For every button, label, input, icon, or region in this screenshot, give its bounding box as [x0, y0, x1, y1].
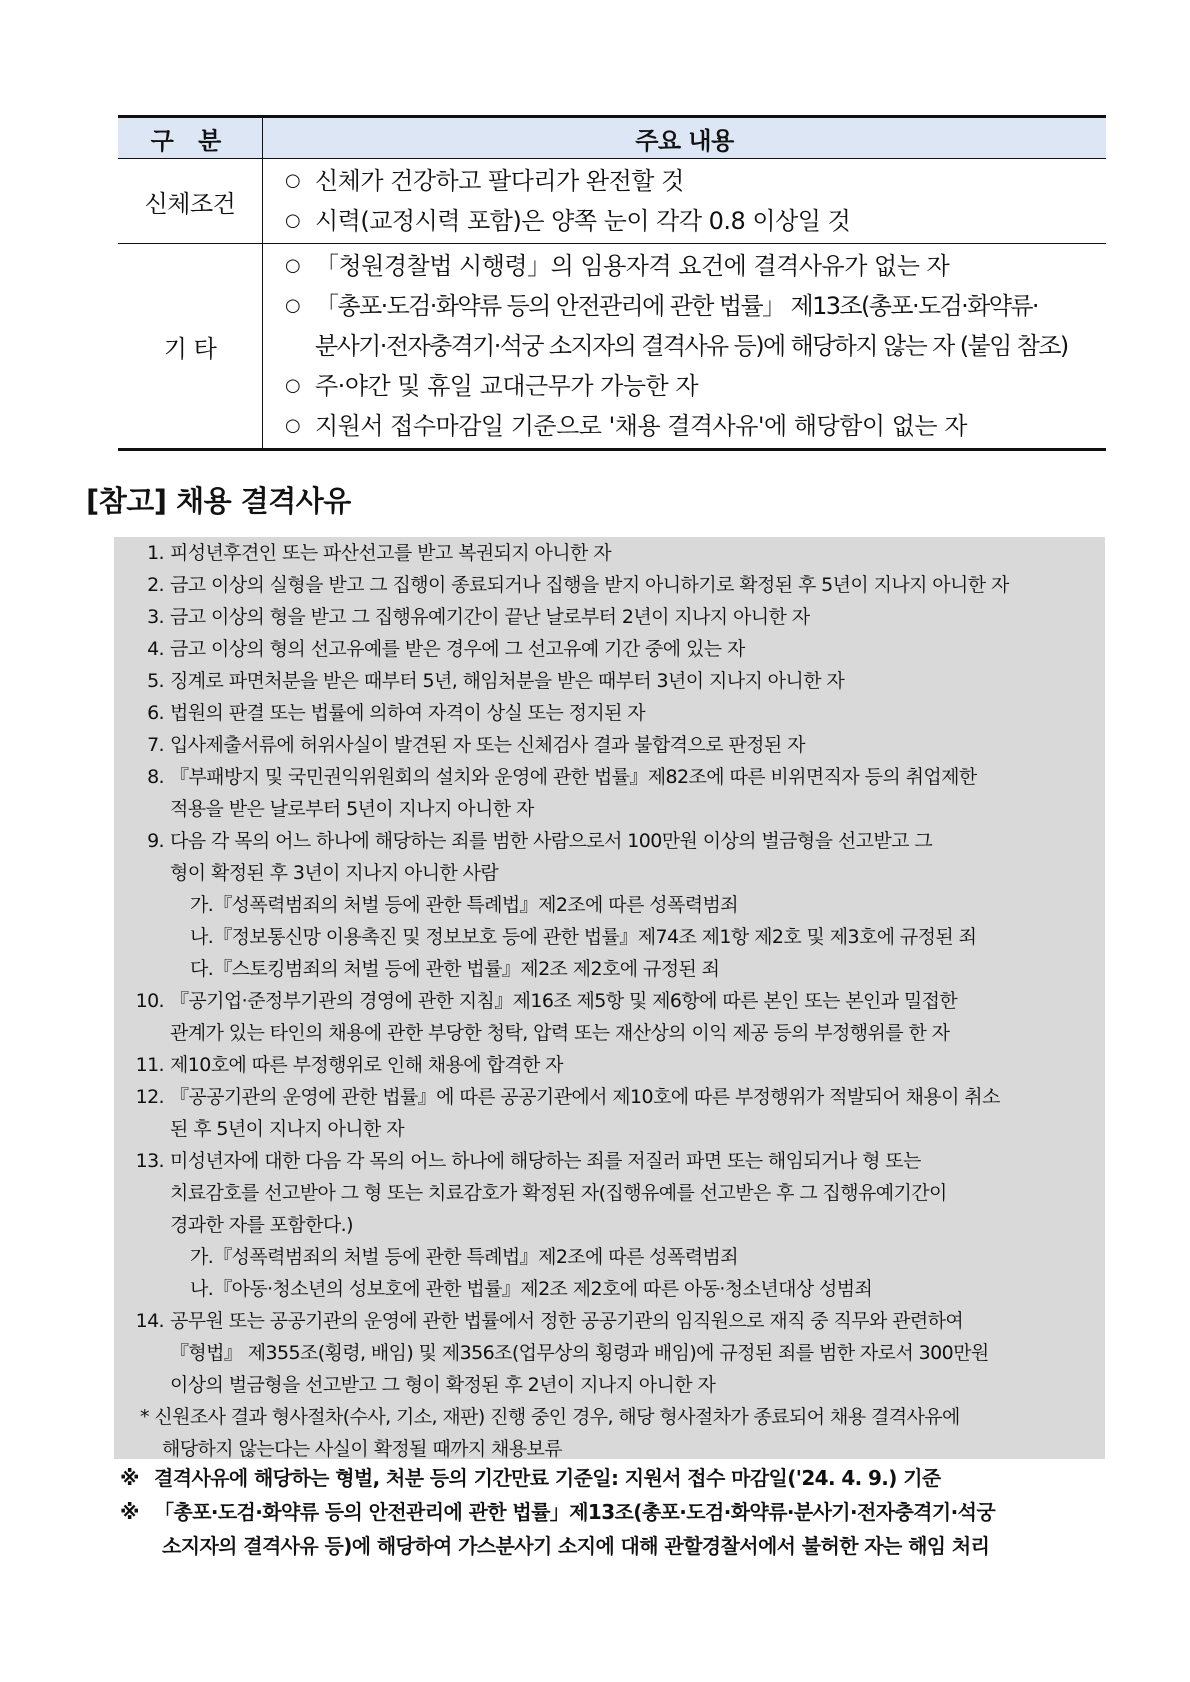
item-number: 2. — [147, 574, 164, 596]
row-items — [263, 244, 1107, 450]
list-item-continued: 형이 확정된 후 3년이 지나지 아니한 사람 — [170, 862, 499, 884]
list-item-continued: 경과한 자를 포함한다.) — [170, 1214, 353, 1236]
list-sub-item: 가.『성폭력범죄의 처벌 등에 관한 특례법』제2조에 따른 성폭력범죄 — [190, 894, 738, 916]
row-category: 신체조건 — [118, 159, 263, 244]
item-number: 4. — [147, 638, 164, 660]
list-item-continued: 치료감호를 선고받아 그 형 또는 치료감호가 확정된 자(집행유예를 선고받은 후 그 집행유예기간이 — [170, 1182, 947, 1204]
header-content: 주요 내용 — [263, 117, 1107, 159]
bullet-icon: ○ — [285, 170, 301, 191]
list-item: 10. 『공기업·준정부기관의 경영에 관한 지침』제16조 제5항 및 제6항에 따른 본인 또는 본인과 밀접한 — [128, 985, 1093, 1017]
list-item-continued: 적용을 받은 날로부터 5년이 지나지 아니한 자 — [170, 798, 534, 820]
list-item: ○ 「총포·도검·화약류 등의 안전관리에 관한 법률」 제13조(총포·도검·화약류· — [285, 286, 1106, 326]
list-item: 6. 법원의 판결 또는 법률에 의하여 자격이 상실 또는 정지된 자 — [128, 697, 1093, 729]
list-item: 9. 다음 각 목의 어느 하나에 해당하는 죄를 범한 사람으로서 100만원 이상의 벌금형을 선고받고 그 — [128, 825, 1093, 857]
list-item-continued: 분사기·전자충격기·석궁 소지자의 결격사유 등)에 해당하지 않는 자 (붙임 참조) — [315, 332, 1068, 360]
item-number: 13. — [135, 1150, 164, 1172]
footnote-line: * 신원조사 결과 형사절차(수사, 기소, 재판) 진행 중인 경우, 해당 형사절차가 종료되어 채용 결격사유에 — [140, 1406, 960, 1428]
note-item: ※ 결격사유에 해당하는 형벌, 처분 등의 기간만료 기준일: 지원서 접수 마감일('24. 4. 9.) 기준 — [120, 1461, 1110, 1495]
list-item: 14. 공무원 또는 공공기관의 운영에 관한 법률에서 정한 공공기관의 임직원으로 재직 중 직무와 관련하여 — [128, 1305, 1093, 1337]
reference-mark-icon: ※ — [120, 1466, 139, 1490]
item-number: 12. — [135, 1086, 164, 1108]
list-item: 11. 제10호에 따른 부정행위로 인해 채용에 합격한 자 — [128, 1049, 1093, 1081]
list-item: ○ 지원서 접수마감일 기준으로 '채용 결격사유'에 해당함이 없는 자 — [285, 406, 1106, 446]
list-item: 1. 피성년후견인 또는 파산선고를 받고 복권되지 아니한 자 — [128, 537, 1093, 569]
item-number: 11. — [135, 1054, 164, 1076]
item-number: 9. — [147, 830, 164, 852]
list-sub-item: 다.『스토킹범죄의 처벌 등에 관한 법률』제2조 제2호에 규정된 죄 — [190, 958, 720, 980]
list-item: 12. 『공공기관의 운영에 관한 법률』에 따른 공공기관에서 제10호에 따른 부정행위가 적발되어 채용이 취소 — [128, 1081, 1093, 1113]
list-item: 2. 금고 이상의 실형을 받고 그 집행이 종료되거나 집행을 받지 아니하기로 확정된 후 5년이 지나지 아니한 자 — [128, 569, 1093, 601]
table-header-row — [118, 117, 1106, 159]
bullet-icon: ○ — [285, 255, 301, 276]
list-item-continued: 이상의 벌금형을 선고받고 그 형이 확정된 후 2년이 지나지 아니한 자 — [170, 1374, 716, 1396]
item-number: 10. — [135, 990, 164, 1012]
table-row-etc — [118, 244, 1106, 450]
item-number: 1. — [147, 542, 164, 564]
row-items — [263, 159, 1107, 244]
list-item: 4. 금고 이상의 형의 선고유예를 받은 경우에 그 선고유예 기간 중에 있는 자 — [128, 633, 1093, 665]
row-category: 기 타 — [118, 244, 263, 450]
reference-box — [114, 537, 1105, 1459]
list-item-continued: 『형법』 제355조(횡령, 배임) 및 제356조(업무상의 횡령과 배임)에 규정된 죄를 범한 자로서 300만원 — [170, 1342, 989, 1364]
list-item: 5. 징계로 파면처분을 받은 때부터 5년, 해임처분을 받은 때부터 3년이 지나지 아니한 자 — [128, 665, 1093, 697]
requirements-table — [118, 115, 1106, 451]
list-item: ○ 주·야간 및 휴일 교대근무가 가능한 자 — [285, 366, 1106, 406]
bullet-icon: ○ — [285, 375, 301, 396]
bullet-icon: ○ — [285, 210, 301, 231]
item-number: 8. — [147, 766, 164, 788]
item-number: 6. — [147, 702, 164, 724]
list-item: 8. 『부패방지 및 국민권익위원회의 설치와 운영에 관한 법률』제82조에 따른 비위면직자 등의 취업제한 — [128, 761, 1093, 793]
list-item: 7. 입사제출서류에 허위사실이 발견된 자 또는 신체검사 결과 불합격으로 판정된 자 — [128, 729, 1093, 761]
list-item: ○ 「청원경찰법 시행령」의 임용자격 요건에 결격사유가 없는 자 — [285, 246, 1106, 286]
list-sub-item: 나.『아동·청소년의 성보호에 관한 법률』제2조 제2호에 따른 아동·청소년대상 성범죄 — [190, 1278, 873, 1300]
list-sub-item: 가.『성폭력범죄의 처벌 등에 관한 특례법』제2조에 따른 성폭력범죄 — [190, 1246, 738, 1268]
list-sub-item: 나.『정보통신망 이용촉진 및 정보보호 등에 관한 법률』제74조 제1항 제2호 및 제3호에 규정된 죄 — [190, 926, 977, 948]
table-row-physical — [118, 159, 1106, 244]
list-item: ○ 신체가 건강하고 팔다리가 완전할 것 — [285, 161, 1106, 201]
bullet-icon: ○ — [285, 415, 301, 436]
disqualification-list — [128, 537, 1093, 1465]
item-number: 7. — [147, 734, 164, 756]
header-category: 구 분 — [118, 117, 263, 159]
item-number: 14. — [135, 1310, 164, 1332]
list-item-continued: 된 후 5년이 지나지 아니한 자 — [170, 1118, 404, 1140]
list-item: 13. 미성년자에 대한 다음 각 목의 어느 하나에 해당하는 죄를 저질러 파면 또는 해임되거나 형 또는 — [128, 1145, 1093, 1177]
reference-mark-icon: ※ — [120, 1500, 139, 1524]
note-item-continued: 소지자의 결격사유 등)에 해당하여 가스분사기 소지에 대해 관할경찰서에서 불허한 자는 해임 처리 — [162, 1534, 990, 1558]
list-item: 3. 금고 이상의 형을 받고 그 집행유예기간이 끝난 날로부터 2년이 지나지 아니한 자 — [128, 601, 1093, 633]
item-number: 3. — [147, 606, 164, 628]
reference-title: [참고] 채용 결격사유 — [86, 484, 351, 518]
list-item: ○ 시력(교정시력 포함)은 양쪽 눈이 각각 0.8 이상일 것 — [285, 201, 1106, 241]
footnote-line: 해당하지 않는다는 사실이 확정될 때까지 채용보류 — [162, 1438, 563, 1460]
list-item-continued: 관계가 있는 타인의 채용에 관한 부당한 청탁, 압력 또는 재산상의 이익 제공 등의 부정행위를 한 자 — [170, 1022, 950, 1044]
bullet-icon: ○ — [285, 295, 300, 316]
notes — [120, 1461, 1110, 1563]
note-item: ※ 「총포·도검·화약류 등의 안전관리에 관한 법률」제13조(총포·도검·화약류·분사기·전자충격기·석궁 — [120, 1495, 1110, 1529]
item-number: 5. — [147, 670, 164, 692]
